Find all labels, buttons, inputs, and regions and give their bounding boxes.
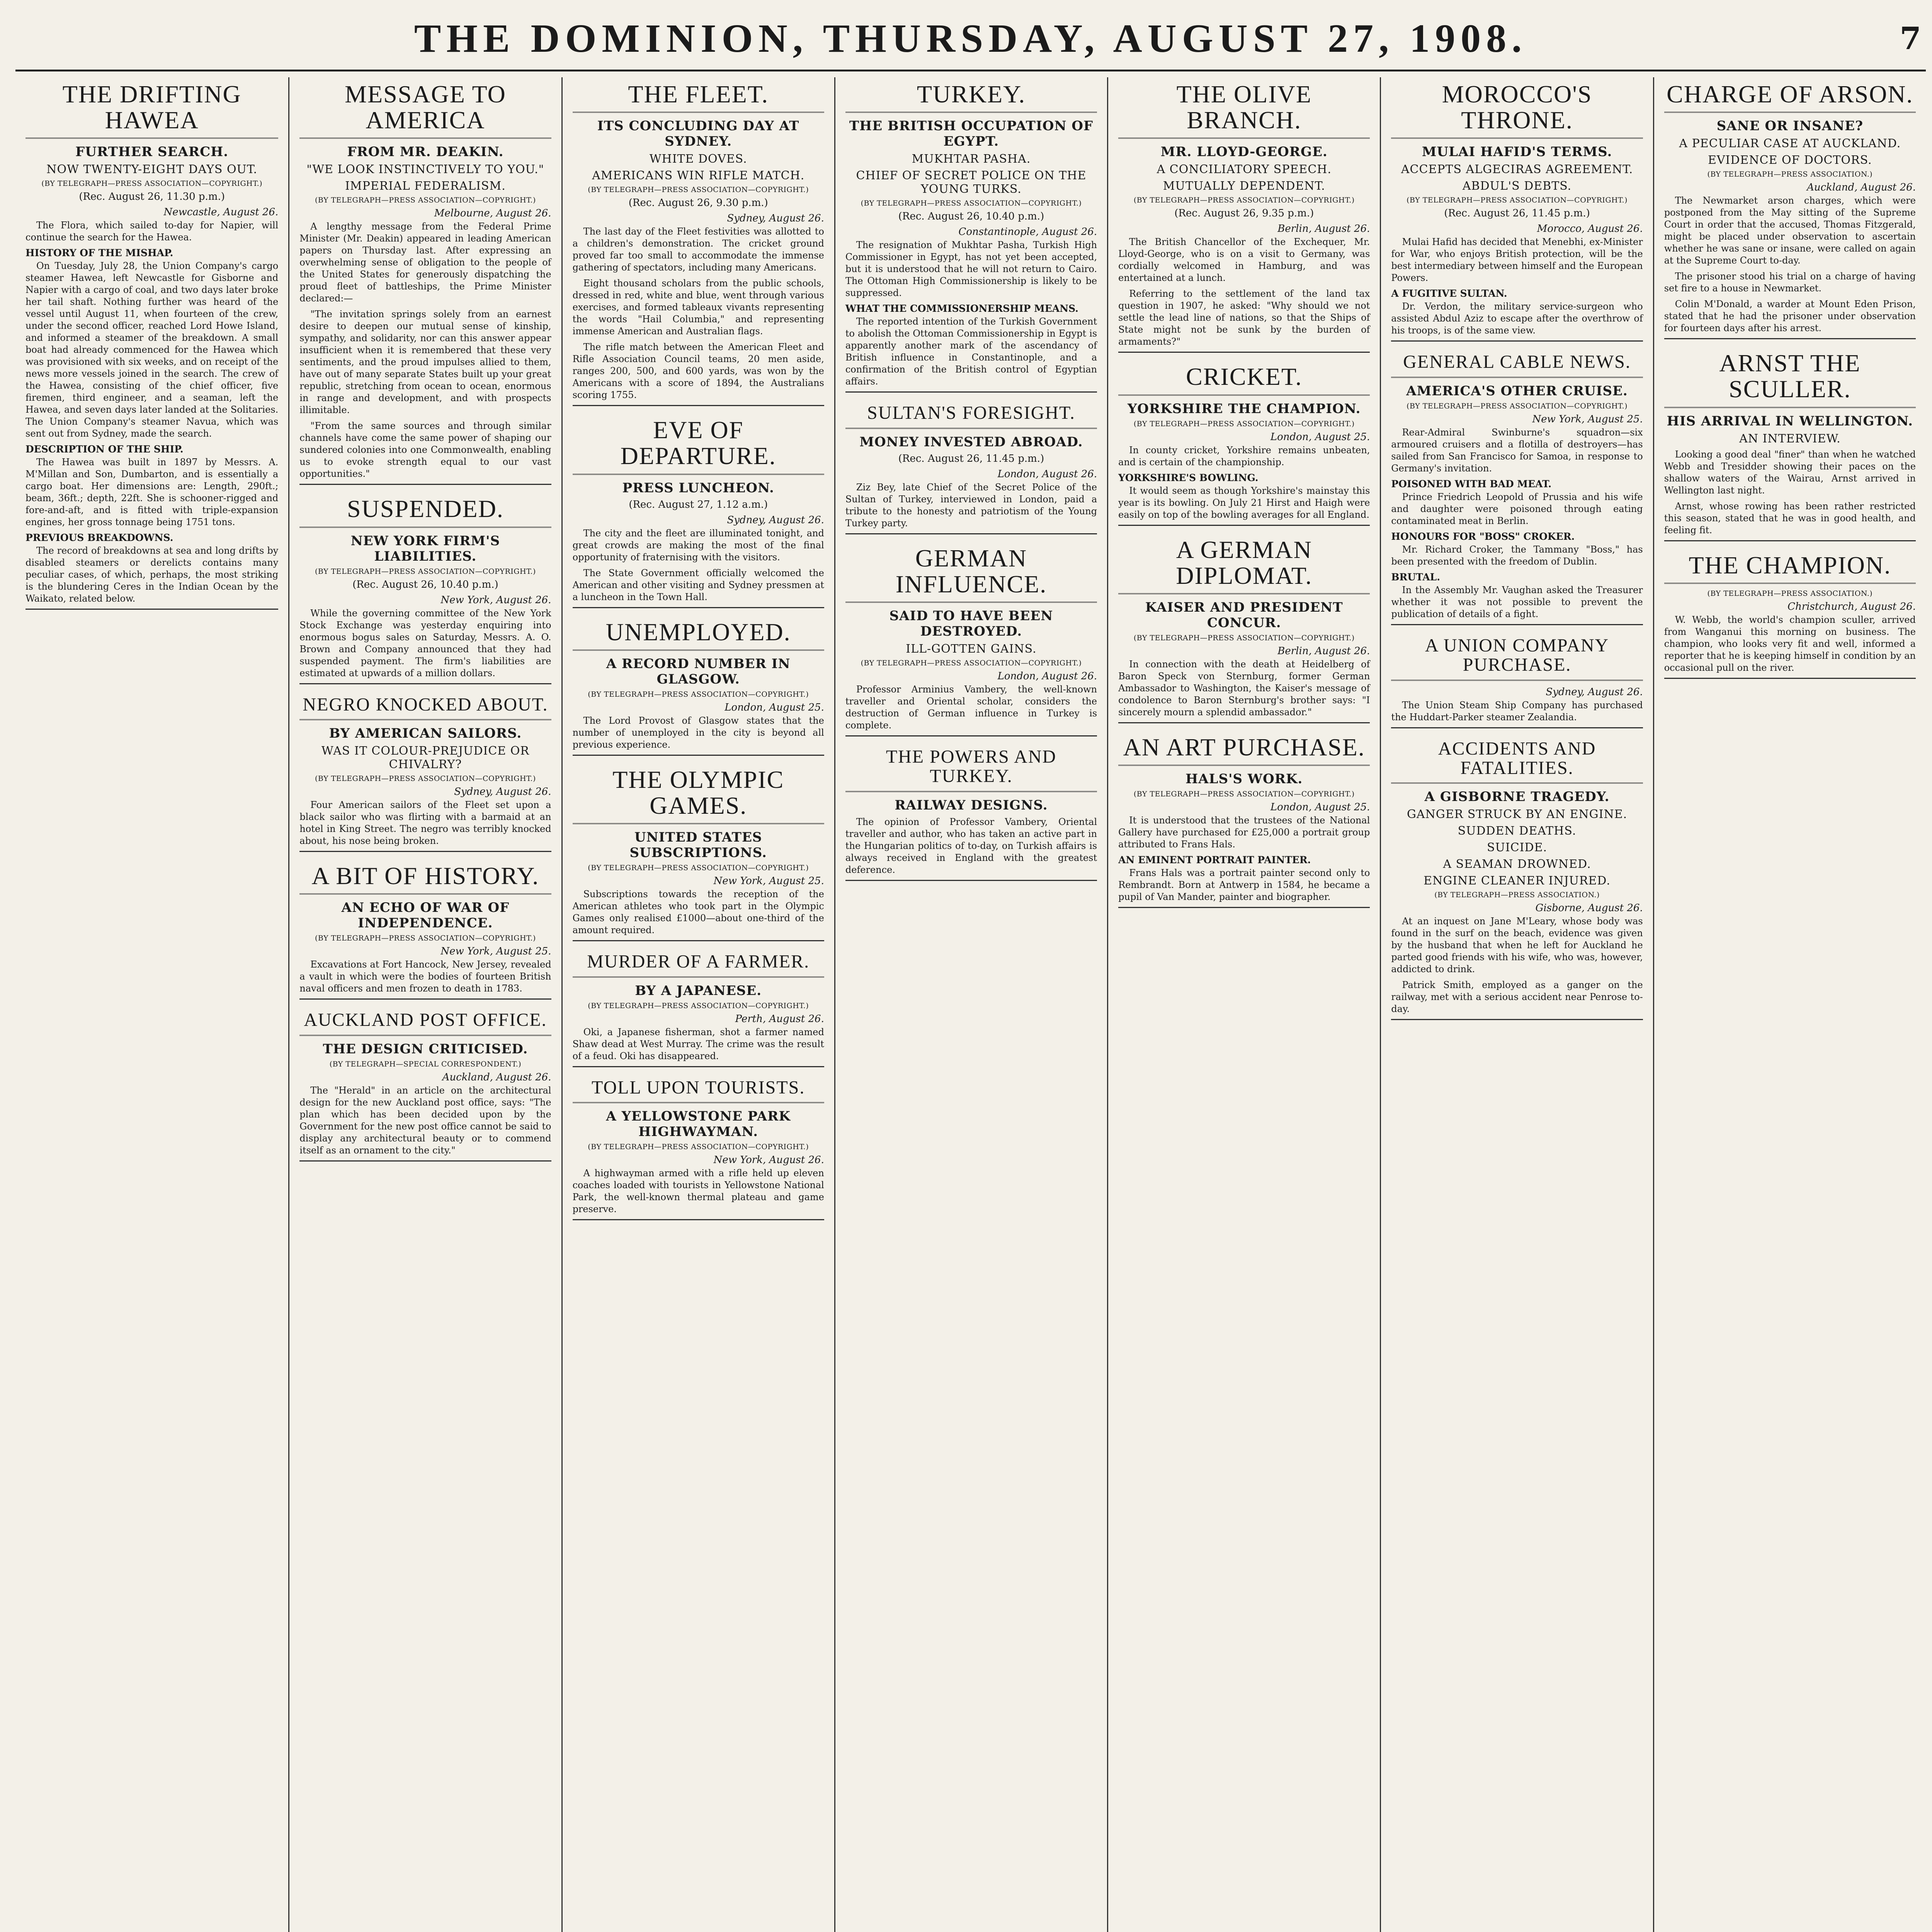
section-subhead: A FUGITIVE SULTAN. <box>1391 288 1507 299</box>
article-paragraph: In the Assembly Mr. Vaughan asked the Treasurer whether it was not possible to prevent the publication of details of a fight. <box>1391 584 1643 619</box>
place-date: Sydney, August 26. <box>454 786 551 798</box>
article-divider <box>1118 722 1370 723</box>
received-dateline: (Rec. August 26, 9.35 p.m.) <box>1174 207 1314 219</box>
headline: AN ART PURCHASE. <box>1123 733 1365 761</box>
article-divider <box>299 484 551 485</box>
section-subhead: YORKSHIRE'S BOWLING. <box>1118 472 1259 483</box>
telegraph-credit: (BY TELEGRAPH—PRESS ASSOCIATION—COPYRIGHT.) <box>1133 790 1355 799</box>
received-dateline: (Rec. August 26, 10.40 p.m.) <box>898 211 1044 223</box>
subheading: A PECULIAR CASE AT AUCKLAND. <box>1679 137 1901 151</box>
telegraph-credit: (BY TELEGRAPH—PRESS ASSOCIATION—COPYRIGHT.) <box>1133 419 1355 428</box>
subheading: SUDDEN DEATHS. <box>1458 824 1577 838</box>
article <box>1664 552 1916 679</box>
headline-rule <box>1391 782 1643 784</box>
telegraph-credit: (BY TELEGRAPH—PRESS ASSOCIATION—COPYRIGHT.) <box>861 658 1082 667</box>
article <box>573 952 824 1067</box>
article-paragraph: Patrick Smith, employed as a ganger on the railway, met with a serious accident near Penrose to-day. <box>1391 980 1643 1015</box>
article-divider <box>1118 907 1370 908</box>
column-5 <box>1107 77 1380 1932</box>
headline: MURDER OF A FARMER. <box>587 951 810 972</box>
telegraph-credit: (BY TELEGRAPH—PRESS ASSOCIATION.) <box>1707 589 1873 598</box>
article-paragraph: Subscriptions towards the reception of the American athletes who took part in the Olympic Games only realised £1000—about one-third of the amount required. <box>572 889 824 936</box>
article-paragraph: Mr. Richard Croker, the Tammany "Boss," has been presented with the freedom of Dublin. <box>1391 544 1643 567</box>
article-divider <box>299 851 551 852</box>
article-paragraph: The Union Steam Ship Company has purchased the Huddart-Parker steamer Zealandia. <box>1391 699 1643 723</box>
article-paragraph: The city and the fleet are illuminated tonight, and great crowds are making the most of the final opportunity of fraternising with the visitors. <box>572 527 824 563</box>
article-paragraph: Excavations at Fort Hancock, New Jersey, revealed a vault in which were the bodies of fourteen British naval officers and men frozen to death in 1783. <box>299 959 551 994</box>
place-date: Melbourne, August 26. <box>434 207 551 219</box>
article-divider <box>573 1066 824 1067</box>
subheading: SUICIDE. <box>1487 841 1548 855</box>
headline: GENERAL CABLE NEWS. <box>1403 352 1631 372</box>
article-paragraph: The State Government officially welcomed the American and other visiting and Sydney pressmen at a luncheon in the Town Hall. <box>572 567 824 602</box>
headline-rule <box>845 112 1097 113</box>
place-date: Christchurch, August 26. <box>1787 600 1916 612</box>
article-paragraph: Colin M'Donald, a warder at Mount Eden Prison, stated that he had the prisoner under observation for fourteen days after his arrest. <box>1664 299 1916 334</box>
telegraph-credit: (BY TELEGRAPH—PRESS ASSOCIATION—COPYRIGHT.) <box>315 774 536 783</box>
headline: EVE OF DEPARTURE. <box>620 416 776 470</box>
telegraph-credit: (BY TELEGRAPH—PRESS ASSOCIATION—COPYRIGHT.) <box>1406 196 1628 205</box>
headline-rule <box>845 428 1097 429</box>
subheading: MULAI HAFID'S TERMS. <box>1422 144 1612 160</box>
article <box>299 496 551 684</box>
subheading: ABDUL'S DEBTS. <box>1462 179 1572 193</box>
received-dateline: (Rec. August 26, 9.30 p.m.) <box>628 197 768 209</box>
section-subhead: WHAT THE COMMISSIONERSHIP MEANS. <box>845 303 1079 315</box>
subheading: AN INTERVIEW. <box>1739 432 1841 446</box>
article-divider <box>573 755 824 756</box>
headline-rule <box>1664 407 1916 408</box>
article <box>26 81 278 610</box>
telegraph-credit: (BY TELEGRAPH—PRESS ASSOCIATION—COPYRIGHT.) <box>1406 401 1628 410</box>
headline: TOLL UPON TOURISTS. <box>592 1077 805 1098</box>
headline-rule <box>1391 138 1643 139</box>
article-divider <box>1118 352 1370 353</box>
headline-rule <box>1664 112 1916 113</box>
article-divider <box>1664 338 1916 339</box>
article-paragraph: Prince Friedrich Leopold of Prussia and his wife and daughter were poisoned through eating contaminated meat in Berlin. <box>1391 491 1643 526</box>
article-paragraph: Looking a good deal "finer" than when he watched Webb and Tresidder showing their paces on the shallow waters of the Wairau, Arnst arrived in Wellington last night. <box>1664 449 1916 496</box>
headline-rule <box>845 791 1097 792</box>
subheading: GANGER STRUCK BY AN ENGINE. <box>1406 808 1628 821</box>
headline: A UNION COMPANY PURCHASE. <box>1425 635 1609 675</box>
subheading: THE BRITISH OCCUPATION OF EGYPT. <box>849 118 1094 150</box>
subheading: ILL-GOTTEN GAINS. <box>906 642 1037 656</box>
article <box>1391 636 1643 728</box>
article-paragraph: The resignation of Mukhtar Pasha, Turkish High Commissioner in Egypt, has not yet been accepted, but it is understood that he will not return to Cairo. The Ottoman High Commissionership is likely to be suppressed. <box>845 240 1097 299</box>
article-divider <box>845 533 1097 534</box>
headline-rule <box>299 1035 551 1036</box>
article-paragraph: Dr. Verdon, the military service-surgeon who assisted Abdul Aziz to escape after the overthrow of his troops, is of the same view. <box>1391 301 1643 336</box>
subheading: AMERICA'S OTHER CRUISE. <box>1406 383 1628 399</box>
article <box>1118 734 1370 908</box>
article-paragraph: The prisoner stood his trial on a charge of having set fire to a house in Newmarket. <box>1664 271 1916 294</box>
article-divider <box>573 607 824 608</box>
place-date: Sydney, August 26. <box>1546 686 1643 698</box>
article <box>1391 352 1643 625</box>
place-date: London, August 25. <box>724 701 824 713</box>
article-divider <box>573 1219 824 1220</box>
article-paragraph: The reported intention of the Turkish Government to abolish the Ottoman Commissionership in Egypt is apparently another mark of the ascendancy of British influence in Constantinople, and a confirmation of the British control of Egyptian affairs. <box>845 316 1097 387</box>
article <box>299 81 551 485</box>
article <box>845 403 1097 534</box>
headline: THE POWERS AND TURKEY. <box>886 746 1057 787</box>
article <box>1664 350 1916 541</box>
article <box>1391 81 1643 342</box>
telegraph-credit: (BY TELEGRAPH—PRESS ASSOCIATION—COPYRIGHT.) <box>588 1001 809 1010</box>
subheading: "WE LOOK INSTINCTIVELY TO YOU." <box>306 163 544 177</box>
place-date: Auckland, August 26. <box>1807 182 1916 194</box>
headline: MESSAGE TO AMERICA <box>345 80 506 134</box>
headline: THE OLIVE BRANCH. <box>1176 80 1312 134</box>
article <box>299 863 551 1000</box>
page-number: 7 <box>1900 20 1921 56</box>
article-paragraph: In county cricket, Yorkshire remains unbeaten, and is certain of the championship. <box>1118 444 1370 468</box>
article-paragraph: Professor Arminius Vambery, the well-known traveller and Oriental scholar, considers the destruction of German influence in Turkey is complete. <box>845 684 1097 731</box>
subheading: WHITE DOVES. <box>649 152 747 166</box>
subheading: YORKSHIRE THE CHAMPION. <box>1128 401 1361 417</box>
article-divider <box>845 735 1097 736</box>
subheading: THE DESIGN CRITICISED. <box>323 1041 528 1057</box>
article-divider <box>299 683 551 684</box>
article <box>299 695 551 852</box>
headline: SULTAN'S FORESIGHT. <box>867 403 1075 423</box>
subheading: KAISER AND PRESIDENT CONCUR. <box>1145 599 1343 631</box>
headline-rule <box>1118 395 1370 396</box>
headline-rule <box>573 976 824 978</box>
article-paragraph: The "Herald" in an article on the architectural design for the new Auckland post office, says: "The plan which has been decided upon by the Government for the new post office cannot be said to display any architectural beauty or to commend itself as an ornament to the city." <box>299 1085 551 1156</box>
headline-rule <box>299 719 551 720</box>
subheading: AMERICANS WIN RIFLE MATCH. <box>592 169 805 183</box>
article-paragraph: In connection with the death at Heidelberg of Baron Speck von Sternburg, former German Ambassador to Washington, the Kaiser's message of condolence to Baron Sternburg's brother says: "I sincerely mourn a splendid ambassador." <box>1118 658 1370 718</box>
headline: THE DRIFTING HAWEA <box>62 80 242 134</box>
article-divider <box>1391 624 1643 625</box>
received-dateline: (Rec. August 26, 11.45 p.m.) <box>898 452 1044 464</box>
subheading: SAID TO HAVE BEEN DESTROYED. <box>889 608 1053 639</box>
article <box>573 767 824 941</box>
headline-rule <box>299 893 551 895</box>
headline-rule <box>1118 138 1370 139</box>
section-subhead: PREVIOUS BREAKDOWNS. <box>26 532 173 544</box>
article-divider <box>1664 678 1916 679</box>
telegraph-credit: (BY TELEGRAPH—PRESS ASSOCIATION—COPYRIGHT.) <box>315 567 536 576</box>
headline: A BIT OF HISTORY. <box>311 862 539 889</box>
article-paragraph: Mulai Hafid has decided that Menebhi, ex-Minister for War, who enjoys British protection, will be the best intermediary between himself and the European Powers. <box>1391 236 1643 284</box>
article-paragraph: The Flora, which sailed to-day for Napier, will continue the search for the Hawea. <box>26 220 279 243</box>
headline-rule <box>1118 593 1370 594</box>
telegraph-credit: (BY TELEGRAPH—PRESS ASSOCIATION—COPYRIGHT.) <box>588 185 809 194</box>
subheading: MUTUALLY DEPENDENT. <box>1163 179 1325 193</box>
subheading: MR. LLOYD-GEORGE. <box>1160 144 1328 160</box>
headline-rule <box>26 138 278 139</box>
subheading: A SEAMAN DROWNED. <box>1443 857 1591 871</box>
headline: AUCKLAND POST OFFICE. <box>304 1010 547 1031</box>
section-subhead: BRUTAL. <box>1391 571 1440 583</box>
telegraph-credit: (BY TELEGRAPH—PRESS ASSOCIATION.) <box>1707 170 1873 179</box>
article-paragraph: The last day of the Fleet festivities was allotted to a children's demonstration. The cricket ground proved far too small to accommodate the immense gathering of spectators, including many Americans. <box>572 226 824 273</box>
headline: THE OLYMPIC GAMES. <box>612 765 784 819</box>
article-paragraph: A highwayman armed with a rifle held up eleven coaches loaded with tourists in Yellowstone National Park, the well-known thermal plateau and game preserve. <box>572 1167 824 1214</box>
article-paragraph: At an inquest on Jane M'Leary, whose body was found in the surf on the beach, evidence was given by the husband that when he left for Auckland he parted good friends with his wife, who was, however, addicted to drink. <box>1391 916 1643 975</box>
subheading: EVIDENCE OF DOCTORS. <box>1708 153 1872 167</box>
section-subhead: AN EMINENT PORTRAIT PAINTER. <box>1118 854 1311 866</box>
section-subhead: DESCRIPTION OF THE SHIP. <box>26 444 184 455</box>
telegraph-credit: (BY TELEGRAPH—PRESS ASSOCIATION—COPYRIGHT.) <box>1133 633 1355 642</box>
article <box>1391 739 1643 1020</box>
article <box>573 417 824 608</box>
telegraph-credit: (BY TELEGRAPH—PRESS ASSOCIATION—COPYRIGHT.) <box>588 690 809 699</box>
article <box>1118 364 1370 526</box>
subheading: ACCEPTS ALGECIRAS AGREEMENT. <box>1401 163 1633 177</box>
headline-rule <box>1391 680 1643 681</box>
article-paragraph: Rear-Admiral Swinburne's squadron—six armoured cruisers and a flotilla of destroyers—has sailed from San Francisco for Samoa, in response to Germany's invitation. <box>1391 427 1643 474</box>
article <box>845 747 1097 881</box>
column-1 <box>15 77 288 1932</box>
headline-rule <box>1664 583 1916 584</box>
place-date: Berlin, August 26. <box>1277 223 1370 235</box>
subheading: FURTHER SEARCH. <box>75 144 229 160</box>
article-divider <box>1391 340 1643 342</box>
telegraph-credit: (BY TELEGRAPH—PRESS ASSOCIATION—COPYRIGHT.) <box>588 864 809 872</box>
place-date: Morocco, August 26. <box>1537 223 1643 235</box>
place-date: New York, August 26. <box>440 594 551 606</box>
article-paragraph: A lengthy message from the Federal Prime Minister (Mr. Deakin) appeared in leading American papers on Thursday last. After expressing an overwhelming sense of obligation to the people of the United States for generously dispatching the proud fleet of battleships, the Prime Minister declared:— <box>299 221 551 304</box>
column-4 <box>834 77 1107 1932</box>
article-paragraph: The record of breakdowns at sea and long drifts by disabled steamers or derelicts contains many peculiar cases, of which, perhaps, the most striking is the blundering Ceres in the Indian Ocean by the Waikato, related below. <box>26 545 279 604</box>
article-divider <box>573 940 824 941</box>
article-paragraph: It is understood that the trustees of the National Gallery have purchased for £25,000 a portrait group attributed to Frans Hals. <box>1118 815 1370 850</box>
article-divider <box>845 391 1097 393</box>
place-date: London, August 25. <box>1270 801 1370 813</box>
subheading: AN ECHO OF WAR OF INDEPENDENCE. <box>341 900 510 931</box>
headline: ARNST THE SCULLER. <box>1719 349 1861 403</box>
subheading: A CONCILIATORY SPEECH. <box>1156 163 1332 177</box>
subheading: NEW YORK FIRM'S LIABILITIES. <box>350 533 500 564</box>
headline: SUSPENDED. <box>347 495 504 523</box>
subheading: A GISBORNE TRAGEDY. <box>1424 789 1610 805</box>
headline: THE CHAMPION. <box>1689 551 1891 579</box>
masthead <box>15 12 1926 71</box>
headline: ACCIDENTS AND FATALITIES. <box>1438 738 1596 778</box>
subheading: RAILWAY DESIGNS. <box>895 797 1048 813</box>
place-date: Sydney, August 26. <box>727 213 824 224</box>
headline: TURKEY. <box>917 80 1026 108</box>
column-6 <box>1380 77 1653 1932</box>
section-subhead: HONOURS FOR "BOSS" CROKER. <box>1391 531 1575 542</box>
place-date: Constantinople, August 26. <box>958 226 1097 238</box>
article <box>845 545 1097 736</box>
section-subhead: POISONED WITH BAD MEAT. <box>1391 478 1552 490</box>
article-paragraph: Eight thousand scholars from the public schools, dressed in red, white and blue, went through various exercises, and formed tableaux vivants representing the words "Hail Columbia," and representing immense American and Australian flags. <box>572 278 824 337</box>
headline-rule <box>299 527 551 528</box>
article-paragraph: W. Webb, the world's champion sculler, arrived from Wanganui this morning on business. The champion, who looks very fit and well, informed a reporter that he is keeping himself in condition by an occasional pull on the river. <box>1664 614 1916 673</box>
telegraph-credit: (BY TELEGRAPH—PRESS ASSOCIATION—COPYRIGHT.) <box>315 934 536 943</box>
article <box>573 619 824 756</box>
article <box>845 81 1097 393</box>
place-date: Sydney, August 26. <box>727 514 824 526</box>
received-dateline: (Rec. August 26, 10.40 p.m.) <box>352 578 498 590</box>
place-date: London, August 26. <box>997 468 1097 480</box>
section-subhead: HISTORY OF THE MISHAP. <box>26 247 173 259</box>
place-date: New York, August 25. <box>1532 413 1643 425</box>
headline-rule <box>573 823 824 824</box>
article-paragraph: Oki, a Japanese fisherman, shot a farmer named Shaw dead at West Murray. The crime was the result of a feud. Oki has disappeared. <box>572 1026 824 1061</box>
subheading: A RECORD NUMBER IN GLASGOW. <box>606 656 791 687</box>
telegraph-credit: (BY TELEGRAPH—PRESS ASSOCIATION—COPYRIGHT.) <box>41 179 263 188</box>
article-paragraph: It would seem as though Yorkshire's mainstay this year is its bowling. On July 21 Hirst and Haigh were easily on top of the bowling averages for all England. <box>1118 485 1370 520</box>
article-paragraph: Frans Hals was a portrait painter second only to Rembrandt. Born at Antwerp in 1584, he became a pupil of Van Mander, painter and biographer. <box>1118 867 1370 903</box>
article <box>573 1078 824 1220</box>
article-paragraph: Arnst, whose rowing has been rather restricted this season, stated that he was in good health, and feeling fit. <box>1664 500 1916 536</box>
article-paragraph: Ziz Bey, late Chief of the Secret Police of the Sultan of Turkey, interviewed in London, paid a tribute to the honesty and patriotism of the Young Turkey party. <box>845 481 1097 529</box>
article-divider <box>1391 1019 1643 1020</box>
column-7 <box>1653 77 1926 1932</box>
place-date: London, August 26. <box>997 670 1097 682</box>
headline-rule <box>573 1102 824 1103</box>
article-paragraph: While the governing committee of the New York Stock Exchange was yesterday enquiring into enormous bogus sales on Saturday, Messrs. A. O. Brown and Company announced that they had suspended payment. The firm's liabilities are estimated at upwards of a million dollars. <box>299 607 551 679</box>
telegraph-credit: (BY TELEGRAPH—PRESS ASSOCIATION.) <box>1434 891 1600 900</box>
headline: NEGRO KNOCKED ABOUT. <box>303 694 548 715</box>
article-paragraph: "From the same sources and through similar channels have come the same power of shaping our sundered colonies into one Commonwealth, enabling us to evoke strength equal to our vast opportunities." <box>299 420 551 480</box>
headline: GERMAN INFLUENCE. <box>895 544 1047 598</box>
headline: THE FLEET. <box>628 80 769 108</box>
article-paragraph: The rifle match between the American Fleet and Rifle Association Council teams, 20 men aside, ranges 200, 500, and 600 yards, was won by the Americans with a score of 1894, the Australians scoring 1755. <box>572 342 824 401</box>
place-date: Gisborne, August 26. <box>1535 902 1643 914</box>
subheading: HALS'S WORK. <box>1185 771 1303 787</box>
subheading: BY AMERICAN SAILORS. <box>329 725 522 741</box>
article-paragraph: The Hawea was built in 1897 by Messrs. A. M'Millan and Son, Dumbarton, and is essentially a cargo boat. Her dimensions are: Length, 290ft.; beam, 36ft.; depth, 22ft. She is schooner-rigged and fore-and-aft, and is fitted with triple-expansion engines, her gross tonnage being 1751 tons. <box>26 457 279 528</box>
headline-rule <box>1391 377 1643 378</box>
place-date: New York, August 26. <box>713 1154 824 1166</box>
article <box>299 1010 551 1161</box>
received-dateline: (Rec. August 26, 11.45 p.m.) <box>1444 207 1590 219</box>
place-date: London, August 25. <box>1270 431 1370 443</box>
article-divider <box>845 880 1097 881</box>
headline: CRICKET. <box>1186 363 1303 391</box>
article-paragraph: The British Chancellor of the Exchequer, Mr. Lloyd-George, who is on a visit to Germany, was cordially welcomed in Hamburg, and was entertained at a lunch. <box>1118 236 1370 284</box>
headline: MOROCCO'S THRONE. <box>1442 80 1592 134</box>
headline-rule <box>573 650 824 651</box>
article <box>1118 81 1370 353</box>
telegraph-credit: (BY TELEGRAPH—PRESS ASSOCIATION—COPYRIGHT.) <box>588 1142 809 1151</box>
article <box>1664 81 1916 339</box>
subheading: IMPERIAL FEDERALISM. <box>345 179 506 193</box>
article-divider <box>1664 540 1916 541</box>
article-paragraph: Referring to the settlement of the land tax question in 1907, he asked: "Why should we not settle the lead line of nations, so that the Ships of State might not be sunk by the burden of armaments?" <box>1118 288 1370 347</box>
headline-rule <box>299 138 551 139</box>
article <box>573 81 824 406</box>
article-paragraph: Four American sailors of the Fleet set upon a black sailor who was flirting with a barmaid at an hotel in King Street. The negro was terribly knocked about, his nose being broken. <box>299 799 551 846</box>
headline-rule <box>573 474 824 475</box>
headline-rule <box>845 602 1097 603</box>
place-date: Newcastle, August 26. <box>163 206 279 218</box>
subheading: A YELLOWSTONE PARK HIGHWAYMAN. <box>606 1108 791 1139</box>
column-3 <box>561 77 834 1932</box>
headline-rule <box>573 112 824 113</box>
subheading: SANE OR INSANE? <box>1716 118 1863 134</box>
headline: A GERMAN DIPLOMAT. <box>1176 536 1313 589</box>
subheading: FROM MR. DEAKIN. <box>347 144 504 160</box>
place-date: Berlin, August 26. <box>1277 645 1370 657</box>
telegraph-credit: (BY TELEGRAPH—PRESS ASSOCIATION—COPYRIGHT.) <box>1133 196 1355 205</box>
article-divider <box>1118 525 1370 526</box>
telegraph-credit: (BY TELEGRAPH—SPECIAL CORRESPONDENT.) <box>329 1060 522 1068</box>
article-paragraph: The Lord Provost of Glasgow states that the number of unemployed in the city is beyond all previous experience. <box>572 715 824 750</box>
article-divider <box>299 998 551 1000</box>
subheading: ENGINE CLEANER INJURED. <box>1423 874 1611 888</box>
subheading: PRESS LUNCHEON. <box>622 480 774 496</box>
article-paragraph: The Newmarket arson charges, which were postponed from the May sitting of the Supreme Court in order that the accused, Thomas Fitzgerald, might be placed under observation to ascertain whether he was sane or insane, were called on again at the Supreme Court to-day. <box>1664 195 1916 266</box>
column-2 <box>288 77 561 1932</box>
subheading: ITS CONCLUDING DAY AT SYDNEY. <box>597 118 799 150</box>
subheading: HIS ARRIVAL IN WELLINGTON. <box>1667 413 1913 429</box>
place-date: Perth, August 26. <box>735 1013 824 1025</box>
article-paragraph: On Tuesday, July 28, the Union Company's cargo steamer Hawea, left Newcastle for Gisborne and Napier with a cargo of coal, and two days later broke her tail shaft. Nothing further was heard of the vessel until August 11, when fourteen of the crew, under the second officer, reached Lord Howe Island, and informed a steamer of the breakdown. A small boat had already commenced for the Hawea which was provisioned with six weeks, and on receipt of the news more vessels joined in the search. The crew of the Hawea, consisting of the chief officer, five firemen, third engineer, and a seaman, left the Hawea, and seven days later landed at the Solitaries. The Union Company's steamer Navua, which was sent out from Sydney, made the search. <box>26 260 279 439</box>
newspaper-columns <box>15 77 1926 1932</box>
subheading: CHIEF OF SECRET POLICE ON THE YOUNG TURKS. <box>856 169 1087 196</box>
subheading: MUKHTAR PASHA. <box>912 152 1031 166</box>
place-date: New York, August 25. <box>713 875 824 887</box>
telegraph-credit: (BY TELEGRAPH—PRESS ASSOCIATION—COPYRIGHT.) <box>315 196 536 205</box>
article-divider <box>1391 727 1643 728</box>
subheading: MONEY INVESTED ABROAD. <box>859 434 1083 450</box>
place-date: Auckland, August 26. <box>442 1071 551 1083</box>
subheading: BY A JAPANESE. <box>635 983 762 998</box>
article-divider <box>573 405 824 406</box>
received-dateline: (Rec. August 26, 11.30 p.m.) <box>79 191 225 203</box>
article-paragraph: The opinion of Professor Vambery, Oriental traveller and author, who has taken an active part in the Hungarian politics of to-day, on Turkish affairs is always received in England with the greatest deference. <box>845 816 1097 875</box>
subheading: WAS IT COLOUR-PREJUDICE OR CHIVALRY? <box>321 744 529 771</box>
place-date: New York, August 25. <box>440 946 551 957</box>
telegraph-credit: (BY TELEGRAPH—PRESS ASSOCIATION—COPYRIGHT.) <box>861 199 1082 208</box>
headline: CHARGE OF ARSON. <box>1667 80 1913 108</box>
article-divider <box>299 1160 551 1162</box>
article-divider <box>26 609 278 610</box>
received-dateline: (Rec. August 27, 1.12 a.m.) <box>629 498 768 510</box>
subheading: NOW TWENTY-EIGHT DAYS OUT. <box>46 163 257 177</box>
headline-rule <box>1118 765 1370 766</box>
article-paragraph: "The invitation springs solely from an earnest desire to deepen our mutual sense of kinship, sympathy, and solidarity, nor can this answer appear insufficient when it is remembered that these very sentiments, and the proud impulses allied to them, have out of many separate States built up your great republic, stretching from ocean to ocean, enormous in range and development, and with prospects illimitable. <box>299 309 551 416</box>
article <box>1118 537 1370 723</box>
newspaper-title: THE DOMINION, THURSDAY, AUGUST 27, 1908. <box>414 16 1527 61</box>
headline: UNEMPLOYED. <box>605 618 791 646</box>
subheading: UNITED STATES SUBSCRIPTIONS. <box>629 830 767 861</box>
